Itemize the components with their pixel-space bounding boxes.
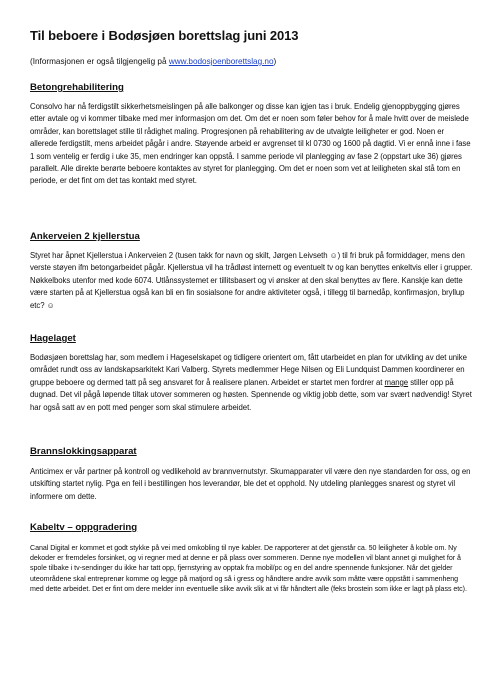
subtitle-suffix: ) (273, 57, 277, 66)
hagelaget-emphasis: mange (384, 377, 409, 387)
section-heading-kjellerstua: Ankerveien 2 kjellerstua (30, 231, 140, 242)
hagelaget-text-before: Bodøsjøen borettslag har, som medlem i Hageselskapet og tidligere orientert om, fått utarbeidet en plan for utvikling av det unike området rundt oss av landskapsarkitekt Kari Valberg. Styrets medlemmer Hege Nilsen og Eli Lundquist Dammen koordinerer en gruppe beboere og dermed tatt på seg ansvaret for å realisere planen. Arbeidet er startet men fordrer at (30, 353, 467, 387)
hagelaget-text-after: stiller opp på dugnad. Det vil pågå løpende tiltak utover sommeren og høsten. Spennende og viktig jobb dette, som var svært nødvendig! Styret har også satt av en pott med penger som skal stimulere arbeidet. (30, 377, 472, 412)
section-body-brannslokking: Anticimex er vår partner på kontroll og vedlikehold av brannvernutstyr. Skumapparater vil være den nye standarden for oss, og en utskifting startet nylig. Pga en feil i bestillingen hos leverandør, ble det et opphold. Ny utdeling planlegges snarest og styret vil informere om dette. (30, 467, 471, 501)
section-heading-betongrehabilitering: Betongrehabilitering (30, 82, 124, 93)
section-body-kjellerstua: Styret har åpnet Kjellerstua i Ankerveien 2 (tusen takk for navn og skilt, Jørgen Leivseth ☺) til fri bruk på formiddager, mens den verste støyen ifm betongarbeidet pågår. Kjellerstua vil ha trådløst internett og eventuelt tv og kan benyttes enkeltvis eller i grupper. Nøkkelboks utenfor med kode 6074. Utlånssystemet er tillitsbasert og vi ønsker at den skal benyttes av flere. Kanskje kan dette være starten på at Kjellerstua også kan bli en fin sosialsone for andre aktiviteter også, i tillegg til barnedåp, konfirmasjon, bryllup etc? ☺ (30, 251, 473, 310)
document-title: Til beboere i Bodøsjøen borettslag juni 2013 (30, 28, 299, 43)
section-heading-brannslokking: Brannslokkingsapparat (30, 446, 137, 457)
section-heading-kabeltv: Kabeltv – oppgradering (30, 522, 138, 533)
section-body-kabeltv: Canal Digital er kommet et godt stykke på vei med omkobling til nye kabler. De rapporterer at det gjenstår ca. 50 leiligheter å koble om. Ny dekoder er fremdeles forsinket, og vi regner med at denne er på plass over sommeren. Denne nye modellen vil blant annet gi mulighet for å spole tilbake i tv-sendinger du ikke har tatt opp, fjernstyring av opptak fra mobil/pc og en del andre spennende funksjoner. Når det gjelder uteområdene skal entreprenør komme og legge på matjord og så i gress og håndtere andre avvik som måtte være oppstått i sammenheng med dette arbeidet. Det er fint om dere melder inn eventuelle slike avvik slik at vi får håndtert alle (feks brostein som ikke er lagt på plass etc). (30, 544, 467, 593)
subtitle-prefix: (Informasjonen er også tilgjengelig på (30, 57, 169, 66)
document-subtitle (30, 56, 473, 67)
section-body-betongrehabilitering: Consolvo har nå ferdigstilt sikkerhetsmeislingen på alle balkonger og disse kan igjen tas i bruk. Endelig gjenoppbygging gjøres etter avtale og vi kommer tilbake med mer informasjon om det. Om det er noen som føler behov for å male hvitt over de meislede områder, kan borettslaget stille til rådighet maling. Progresjonen på rehabilitering av de utvalgte leiligheter er god. Noen er allerede ferdigstilt, mens arbeidet pågår i andre. Støyende arbeid er avgrenset til kl 0730 og 1600 på dagtid. Vi er ennå inne i fase 1 som ventelig er ferdig i uke 35, men endringer kan oppstå. I samme periode vil planlegging av fase 2 (oppstart uke 36) gjøres parallelt. Alle direkte berørte beboere kontaktes av styret for planlegging. Om det er noen som vet at leiligheten skal stå tom en periode, er det fint om det tas kontakt med styret. (30, 102, 471, 186)
website-link[interactable]: www.bodosjoenborettslag.no (168, 57, 274, 66)
section-body-hagelaget (30, 352, 473, 414)
section-heading-hagelaget: Hagelaget (30, 333, 76, 344)
